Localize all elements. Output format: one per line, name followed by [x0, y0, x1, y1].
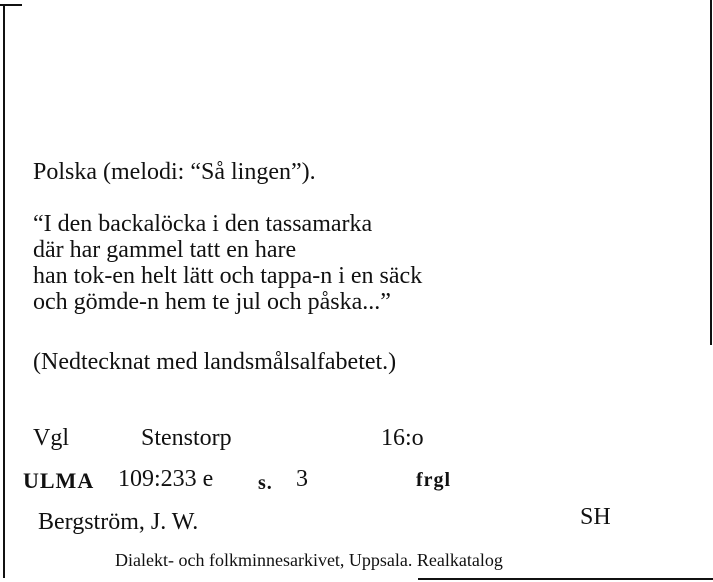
card-bottom-edge [418, 578, 713, 580]
province-code: Vgl [33, 425, 69, 451]
card-right-edge [710, 0, 712, 345]
transcription-note: (Nedtecknat med landsmålsalfabetet.) [33, 349, 397, 375]
verse-line-2: där har gammel tatt en hare [33, 237, 297, 263]
card-title: Polska (melodi: “Så lingen”). [33, 159, 316, 185]
verse-line-3: han tok-en helt lätt och tappa-n i en säck [33, 263, 423, 289]
page-number: 3 [296, 466, 308, 492]
verse-block [33, 211, 422, 315]
century: 16:o [381, 425, 424, 451]
category-code: frgl [416, 469, 452, 491]
verse-line-1: “I den backalöcka i den tassamarka [33, 211, 373, 237]
recorder-initials: SH [580, 504, 611, 530]
archive-footer: Dialekt- och folkminnesarkivet, Uppsala. Realkatalog [115, 550, 503, 570]
page-label: s. [258, 472, 273, 494]
card-left-edge [3, 6, 5, 578]
parish-name: Stenstorp [141, 425, 232, 451]
card-top-tick [0, 4, 22, 6]
archive-code: ULMA [23, 468, 95, 493]
recorder-name: Bergström, J. W. [38, 509, 199, 535]
verse-line-4: och gömde-n hem te jul och påska...” [33, 289, 391, 315]
archive-number: 109:233 e [118, 466, 214, 492]
